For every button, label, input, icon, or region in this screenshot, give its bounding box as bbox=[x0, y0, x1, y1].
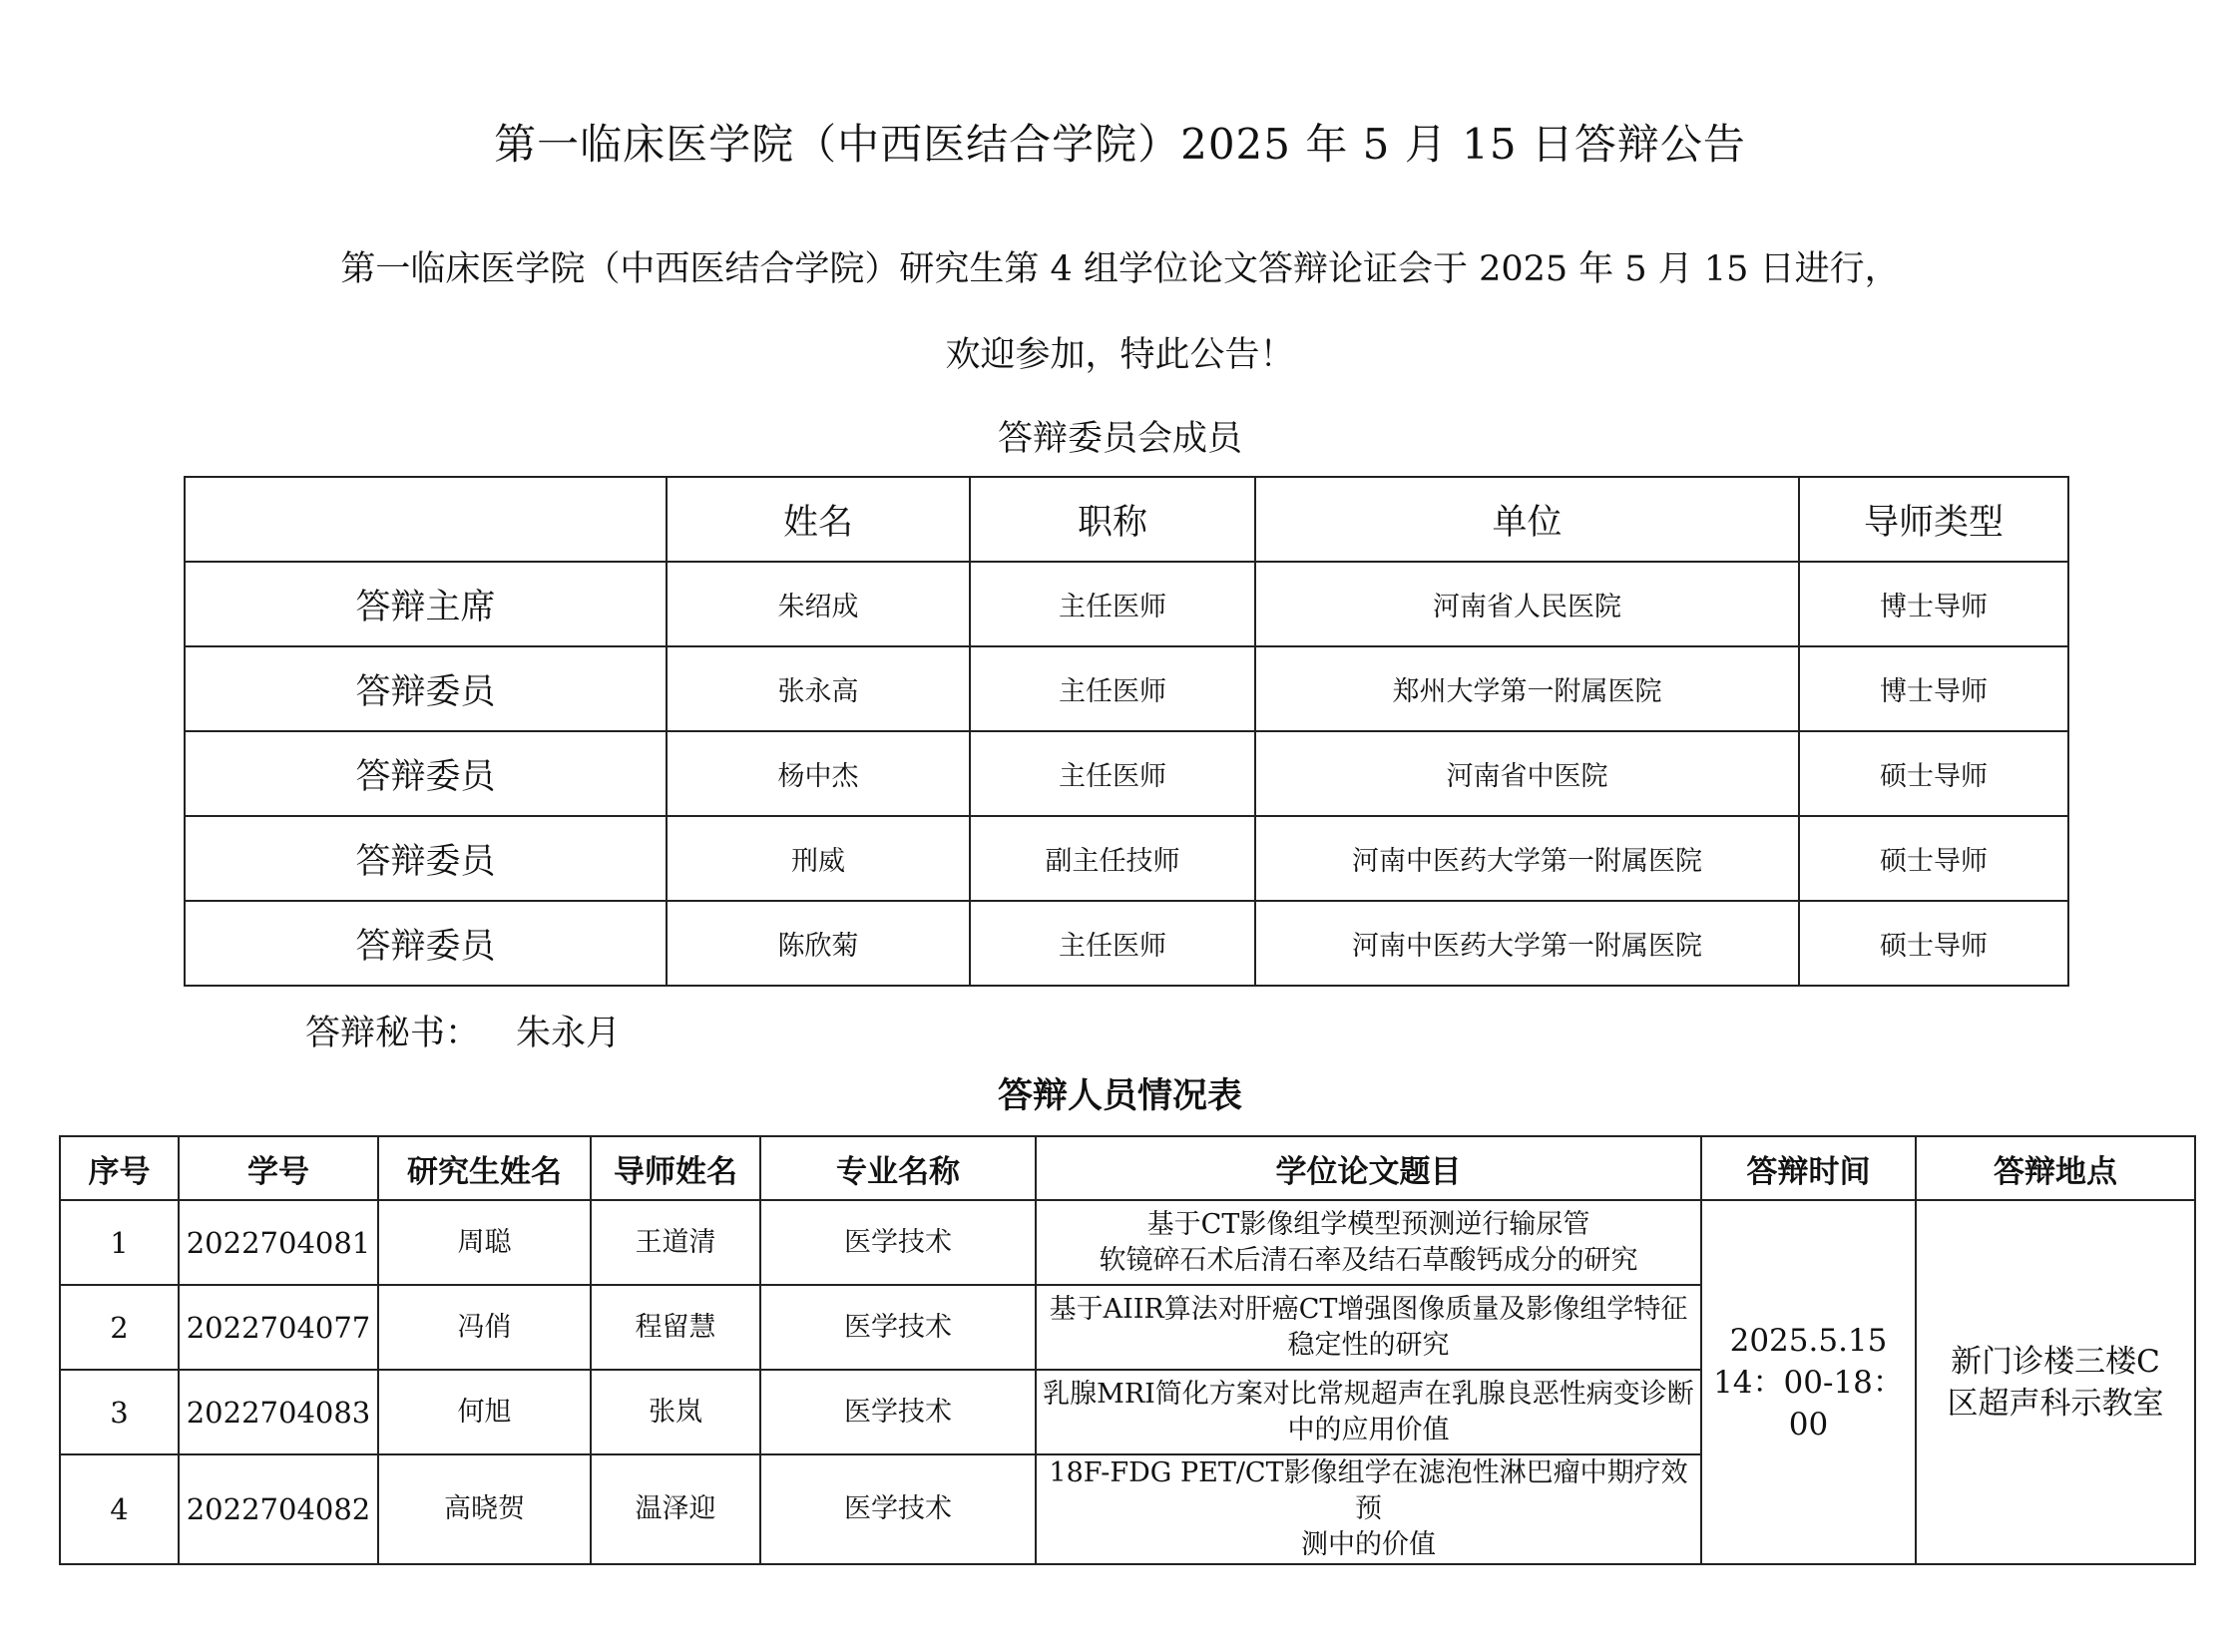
defense-header-advisor: 导师姓名 bbox=[591, 1136, 760, 1200]
defense-student-name: 周聪 bbox=[378, 1200, 591, 1285]
committee-rank: 主任医师 bbox=[970, 562, 1255, 646]
thesis-line: 稳定性的研究 bbox=[1287, 1329, 1450, 1361]
thesis-line: 中的应用价值 bbox=[1287, 1414, 1450, 1446]
thesis-line: 基于AIIR算法对肝癌CT增强图像质量及影像组学特征 bbox=[1049, 1293, 1688, 1325]
committee-row bbox=[185, 646, 2068, 731]
committee-header-name: 姓名 bbox=[667, 477, 970, 562]
thesis-line: 18F-FDG PET/CT影像组学在滤泡性淋巴瘤中期疗效预 bbox=[1049, 1457, 1688, 1524]
defense-student-name: 冯俏 bbox=[378, 1285, 591, 1370]
thesis-line: 基于CT影像组学模型预测逆行输尿管 bbox=[1146, 1208, 1590, 1240]
defense-student-id: 2022704077 bbox=[179, 1285, 378, 1370]
defense-seq: 1 bbox=[60, 1200, 179, 1285]
defense-seq: 4 bbox=[60, 1454, 179, 1564]
defense-advisor-name: 程留慧 bbox=[591, 1285, 760, 1370]
committee-unit: 河南省中医院 bbox=[1255, 731, 1799, 816]
committee-unit: 河南省人民医院 bbox=[1255, 562, 1799, 646]
defense-header-major: 专业名称 bbox=[760, 1136, 1036, 1200]
committee-role: 答辩主席 bbox=[185, 562, 667, 646]
defense-thesis bbox=[1036, 1370, 1701, 1454]
committee-name: 刑威 bbox=[667, 816, 970, 901]
committee-unit: 郑州大学第一附属医院 bbox=[1255, 646, 1799, 731]
secretary-label: 答辩秘书： bbox=[305, 1014, 481, 1053]
defense-student-id: 2022704083 bbox=[179, 1370, 378, 1454]
defense-thesis bbox=[1036, 1200, 1701, 1285]
defense-header-thesis: 学位论文题目 bbox=[1036, 1136, 1701, 1200]
committee-role: 答辩委员 bbox=[185, 646, 667, 731]
thesis-line: 软镜碎石术后清石率及结石草酸钙成分的研究 bbox=[1099, 1244, 1638, 1276]
committee-title: 答辩委员会成员 bbox=[997, 419, 1242, 459]
committee-name: 陈欣菊 bbox=[667, 901, 970, 986]
thesis-line: 乳腺MRI简化方案对比常规超声在乳腺良恶性病变诊断 bbox=[1043, 1378, 1694, 1410]
defense-header-time: 答辩时间 bbox=[1701, 1136, 1916, 1200]
committee-role: 答辩委员 bbox=[185, 901, 667, 986]
defense-place bbox=[1916, 1200, 2195, 1564]
committee-header-type: 导师类型 bbox=[1799, 477, 2068, 562]
committee-row bbox=[185, 901, 2068, 986]
intro-line-2: 欢迎参加，特此公告！ bbox=[945, 335, 1295, 375]
defense-header-row bbox=[60, 1136, 2195, 1200]
committee-header-row bbox=[185, 477, 2068, 562]
committee-row bbox=[185, 562, 2068, 646]
place-line: 区超声科示教室 bbox=[1947, 1385, 2164, 1422]
defense-header-place: 答辩地点 bbox=[1916, 1136, 2195, 1200]
committee-unit: 河南中医药大学第一附属医院 bbox=[1255, 901, 1799, 986]
defense-advisor-name: 温泽迎 bbox=[591, 1454, 760, 1564]
committee-role: 答辩委员 bbox=[185, 816, 667, 901]
committee-row bbox=[185, 816, 2068, 901]
defense-student-id: 2022704081 bbox=[179, 1200, 378, 1285]
committee-header-rank: 职称 bbox=[970, 477, 1255, 562]
defense-thesis bbox=[1036, 1285, 1701, 1370]
place-line: 新门诊楼三楼C bbox=[1951, 1343, 2160, 1380]
page-title: 第一临床医学院（中西医结合学院）2025 年 5 月 15 日答辩公告 bbox=[494, 120, 1746, 169]
committee-header-role bbox=[185, 477, 667, 562]
secretary-name: 朱永月 bbox=[516, 1014, 622, 1053]
committee-rank: 主任医师 bbox=[970, 731, 1255, 816]
defense-table bbox=[59, 1135, 2196, 1565]
defense-header-seq: 序号 bbox=[60, 1136, 179, 1200]
defense-time bbox=[1701, 1200, 1916, 1564]
defense-student-id: 2022704082 bbox=[179, 1454, 378, 1564]
defense-seq: 2 bbox=[60, 1285, 179, 1370]
committee-rank: 副主任技师 bbox=[970, 816, 1255, 901]
time-line: 14：00-18： bbox=[1713, 1364, 1904, 1401]
thesis-line: 测中的价值 bbox=[1301, 1529, 1436, 1560]
committee-type: 硕士导师 bbox=[1799, 731, 2068, 816]
defense-advisor-name: 张岚 bbox=[591, 1370, 760, 1454]
committee-name: 杨中杰 bbox=[667, 731, 970, 816]
secretary-line bbox=[305, 1006, 621, 1055]
defense-row bbox=[60, 1200, 2195, 1285]
defense-title: 答辩人员情况表 bbox=[997, 1075, 1242, 1116]
committee-rank: 主任医师 bbox=[970, 646, 1255, 731]
committee-unit: 河南中医药大学第一附属医院 bbox=[1255, 816, 1799, 901]
defense-advisor-name: 王道清 bbox=[591, 1200, 760, 1285]
defense-student-name: 何旭 bbox=[378, 1370, 591, 1454]
committee-name: 朱绍成 bbox=[667, 562, 970, 646]
defense-header-id: 学号 bbox=[179, 1136, 378, 1200]
time-line: 2025.5.15 bbox=[1729, 1322, 1888, 1359]
committee-role: 答辩委员 bbox=[185, 731, 667, 816]
committee-type: 硕士导师 bbox=[1799, 901, 2068, 986]
defense-header-student: 研究生姓名 bbox=[378, 1136, 591, 1200]
intro-line-1: 第一临床医学院（中西医结合学院）研究生第 4 组学位论文答辩论证会于 2025 年 5 月 15 日进行， bbox=[340, 249, 1900, 289]
defense-thesis bbox=[1036, 1454, 1701, 1564]
committee-header-unit: 单位 bbox=[1255, 477, 1799, 562]
committee-table bbox=[184, 476, 2069, 987]
committee-type: 博士导师 bbox=[1799, 562, 2068, 646]
committee-type: 硕士导师 bbox=[1799, 816, 2068, 901]
time-line: 00 bbox=[1788, 1406, 1829, 1443]
defense-major: 医学技术 bbox=[760, 1200, 1036, 1285]
committee-type: 博士导师 bbox=[1799, 646, 2068, 731]
defense-seq: 3 bbox=[60, 1370, 179, 1454]
defense-major: 医学技术 bbox=[760, 1454, 1036, 1564]
defense-major: 医学技术 bbox=[760, 1285, 1036, 1370]
committee-rank: 主任医师 bbox=[970, 901, 1255, 986]
committee-name: 张永高 bbox=[667, 646, 970, 731]
defense-major: 医学技术 bbox=[760, 1370, 1036, 1454]
committee-row bbox=[185, 731, 2068, 816]
defense-student-name: 高晓贺 bbox=[378, 1454, 591, 1564]
